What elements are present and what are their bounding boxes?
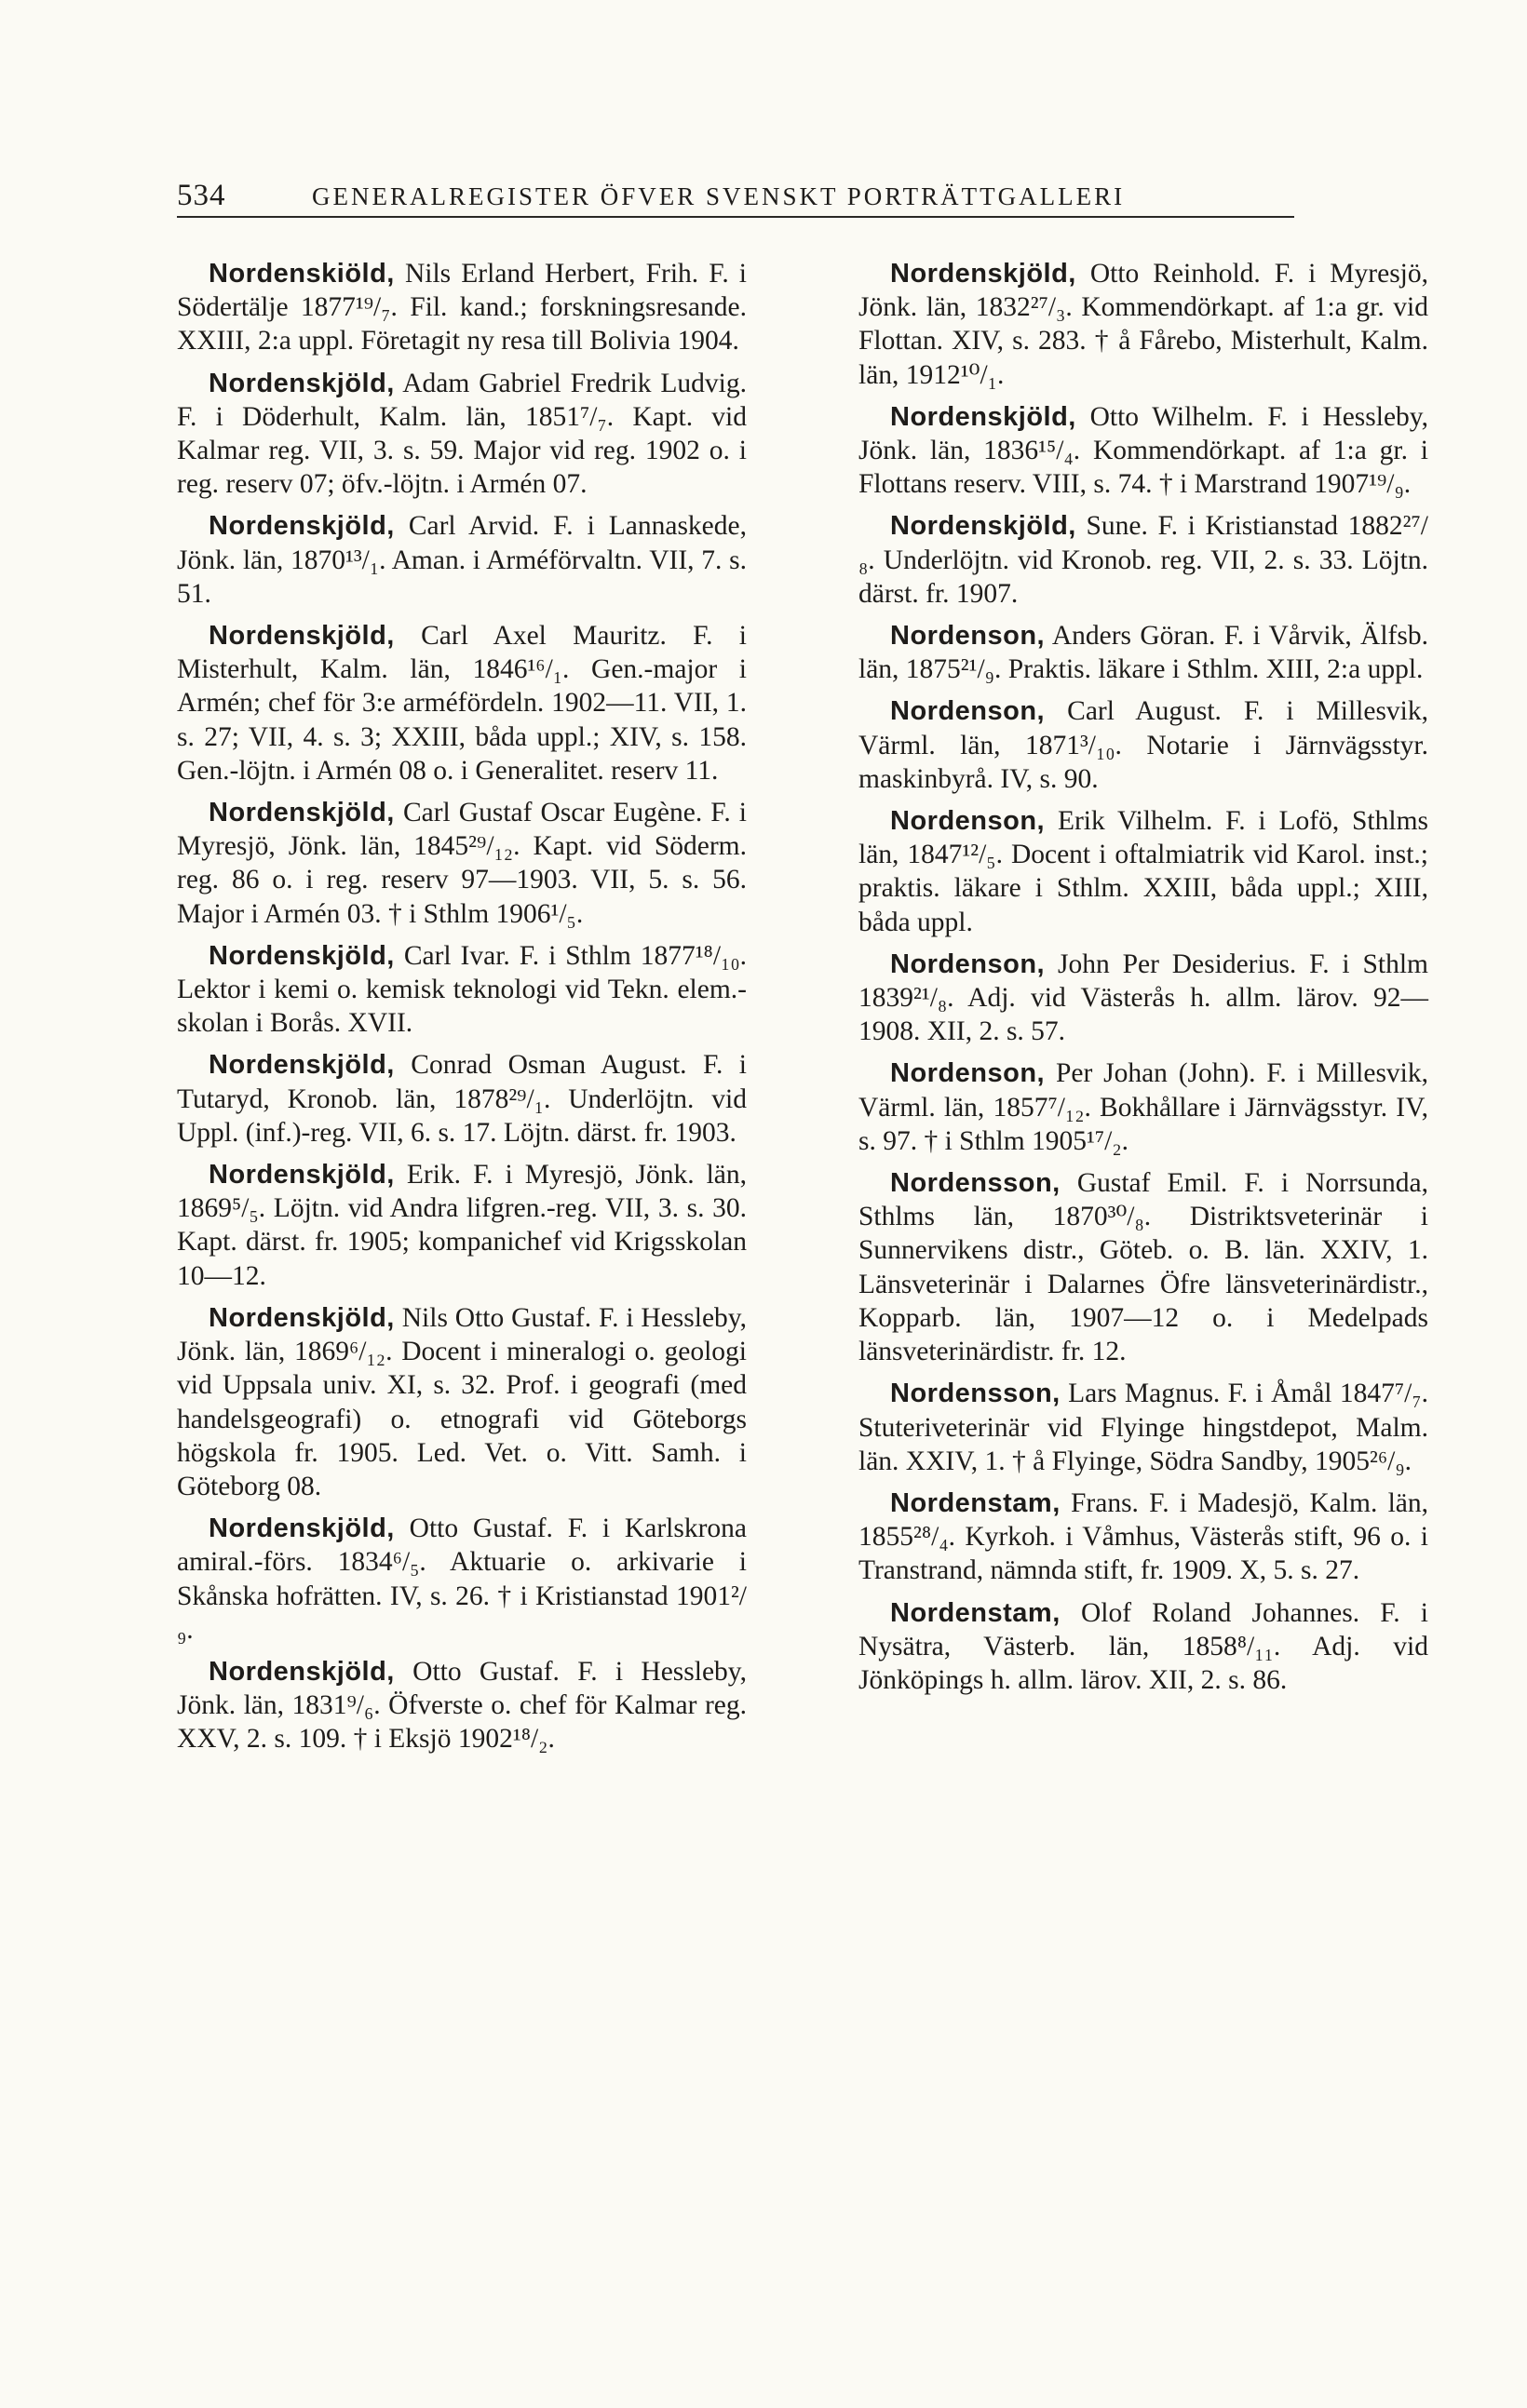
register-entry xyxy=(858,1596,1428,1698)
entry-text: Otto Wilhelm. F. i Hessleby, Jönk. län, 1836¹⁵/₄. Kommendörkapt. af 1:a gr. i Flottans reserv. VIII, s. 74. † i Marstrand 1907¹⁹/₉. xyxy=(858,401,1428,500)
entry-text: Gustaf Emil. F. i Norrsunda, Sthlms län, 1870³⁰/₈. Distriktsveterinär i Sunnervikens distr., Göteb. o. B. län. XXIV, 1. Länsveterinär i Dalarnes Öfre länsveterinärdistr., Kopparb. län, 1907—12 o. i Medelpads länsveterinärdistr. fr. 12. xyxy=(858,1168,1428,1367)
entry-text: Lars Magnus. F. i Åmål 1847⁷/₇. Stuteriveterinär vid Flyinge hingstdepot, Malm. län. XXIV, 1. † å Flyinge, Södra Sandby, 1905²⁶/₉. xyxy=(858,1379,1428,1476)
register-entry xyxy=(858,1166,1428,1368)
entry-text: Erik. F. i Myresjö, Jönk. län, 1869⁵/₅. Löjtn. vid Andra lifgren.-reg. VII, 3. s. 30. Kapt. därst. fr. 1905; kompanichef vid Krigsskolan 10—12. xyxy=(177,1160,748,1291)
entry-text: Sune. F. i Kristianstad 1882²⁷/₈. Underlöjtn. vid Kronob. reg. VII, 2. s. 33. Löjtn. därst. fr. 1907. xyxy=(858,511,1429,609)
entry-surname: Nordensson, xyxy=(890,1168,1061,1199)
entry-text: Carl Gustaf Oscar Eugène. F. i Myresjö, Jönk. län, 1845²⁹/₁₂. Kapt. vid Söderm. reg. 86 o. i reg. reserv 97—1903. VII, 5. s. 56. Major i Armén 03. † i Sthlm 1906¹/₅. xyxy=(177,798,747,929)
register-entry xyxy=(177,1158,747,1293)
entry-text: Conrad Osman August. F. i Tutaryd, Kronob. län, 1878²⁹/₁. Underlöjtn. vid Uppl. (inf.)-reg. VII, 6. s. 17. Löjtn. därst. fr. 1903. xyxy=(177,1050,748,1148)
entry-surname: Nordenskjöld, xyxy=(209,368,395,398)
entry-surname: Nordenskjöld, xyxy=(890,511,1076,542)
entry-surname: Nordenskjöld, xyxy=(209,1302,395,1333)
entry-text: Per Johan (John). F. i Millesvik, Värml. län, 1857⁷/₁₂. Bokhållare i Järnvägsstyr. IV, s. 97. † i Sthlm 1905¹⁷/₂. xyxy=(858,1058,1429,1156)
entry-text: Erik Vilhelm. F. i Lofö, Sthlms län, 1847¹²/₅. Docent i oftalmiatrik vid Karol. inst.; praktis. läkare i Sthlm. XXIII, båda uppl.; XIII, båda uppl. xyxy=(858,806,1428,937)
register-entry xyxy=(858,619,1428,686)
entry-surname: Nordenstam, xyxy=(890,1597,1061,1628)
entry-surname: Nordenson, xyxy=(890,948,1046,979)
page-header xyxy=(177,175,1294,218)
register-entry xyxy=(858,400,1428,502)
entry-text: Otto Reinhold. F. i Myresjö, Jönk. län, 1832²⁷/₃. Kommendörkapt. af 1:a gr. vid Flottan. XIV, s. 283. † å Fårebo, Misterhult, Kalm. län, 1912¹⁰/₁. xyxy=(858,259,1428,390)
entry-text: Carl Ivar. F. i Sthlm 1877¹⁸/₁₀. Lektor i kemi o. kemisk teknologi vid Tekn. elem.-skolan i Borås. XVII. xyxy=(177,940,747,1039)
entry-text: Carl August. F. i Millesvik, Värml. län, 1871³/₁₀. Notarie i Järnvägsstyr. maskinbyrå. IV, s. 90. xyxy=(858,696,1428,794)
entry-surname: Nordenskjöld, xyxy=(209,1160,395,1191)
entry-text: Anders Göran. F. i Vårvik, Älfsb. län, 1875²¹/₉. Praktis. läkare i Sthlm. XIII, 2:a uppl. xyxy=(858,621,1428,685)
entry-surname: Nordenskjöld, xyxy=(209,1050,395,1081)
entry-text: Olof Roland Johannes. F. i Nysätra, Västerb. län, 1858⁸/₁₁. Adj. vid Jönköpings h. allm. lärov. XII, 2. s. 86. xyxy=(858,1597,1429,1695)
entry-text: Nils Otto Gustaf. F. i Hessleby, Jönk. län, 1869⁶/₁₂. Docent i mineralogi o. geologi vid Uppsala univ. XI, s. 32. Prof. i geografi (med handelsgeografi) o. etnografi vid Göteborgs högskola fr. 1905. Led. Vet. o. Vitt. Samh. i Göteborg 08. xyxy=(177,1302,748,1501)
register-entry xyxy=(177,1655,747,1756)
entry-text: Carl Arvid. F. i Lannaskede, Jönk. län, 1870¹³/₁. Aman. i Arméförvaltn. VII, 7. s. 51. xyxy=(177,511,747,609)
register-entry xyxy=(858,1487,1428,1588)
entry-surname: Nordenson, xyxy=(890,621,1046,652)
left-column xyxy=(177,257,747,1765)
entry-text: Otto Gustaf. F. i Karlskrona amiral.-förs. 1834⁶/₅. Aktuarie o. arkivarie i Skånska hofrätten. IV, s. 26. † i Kristianstad 1901²/₉. xyxy=(177,1513,747,1645)
entry-text: Carl Axel Mauritz. F. i Misterhult, Kalm. län, 1846¹⁶/₁. Gen.-major i Armén; chef för 3:e arméfördeln. 1902—11. VII, 1. s. 27; VII, 4. s. 3; XXIII, båda uppl.; XIV, s. 158. Gen.-löjtn. i Armén 08 o. i Generalitet. reserv 11. xyxy=(177,621,747,786)
entry-surname: Nordenskjöld, xyxy=(209,1656,395,1687)
entry-surname: Nordenskjöld, xyxy=(209,940,395,971)
entry-surname: Nordenskjöld, xyxy=(209,1513,395,1544)
entry-surname: Nordenskjöld, xyxy=(209,511,395,542)
register-entry xyxy=(177,1301,747,1503)
register-entry xyxy=(177,939,747,1041)
register-entry xyxy=(858,694,1428,796)
register-entry xyxy=(177,796,747,931)
entry-surname: Nordensson, xyxy=(890,1379,1061,1409)
register-entry xyxy=(858,948,1428,1049)
entry-surname: Nordenskjöld, xyxy=(209,621,395,652)
entry-text: Adam Gabriel Fredrik Ludvig. F. i Döderhult, Kalm. län, 1851⁷/₇. Kapt. vid Kalmar reg. VII, 3. s. 59. Major vid reg. 1902 o. i reg. reserv 07; öfv.-löjtn. i Armén 07. xyxy=(177,368,747,500)
register-entry xyxy=(177,1048,747,1150)
entry-text: Otto Gustaf. F. i Hessleby, Jönk. län, 1831⁹/₆. Öfverste o. chef för Kalmar reg. XXV, 2. s. 109. † i Eksjö 1902¹⁸/₂. xyxy=(177,1656,747,1755)
register-entry xyxy=(858,1056,1428,1158)
right-column xyxy=(858,257,1428,1705)
register-entry xyxy=(858,257,1428,392)
register-entry xyxy=(177,367,747,502)
register-entry xyxy=(858,804,1428,939)
register-entry xyxy=(858,1377,1428,1478)
register-entry xyxy=(177,509,747,611)
entry-surname: Nordenson, xyxy=(890,1058,1046,1089)
register-entry xyxy=(177,1512,747,1647)
entry-text: Frans. F. i Madesjö, Kalm. län, 1855²⁸/₄. Kyrkoh. i Våmhus, Västerås stift, 96 o. i Transtrand, nämnda stift, fr. 1909. X, 5. s. 27. xyxy=(858,1487,1429,1586)
register-entry xyxy=(177,619,747,787)
register-entry xyxy=(858,509,1428,611)
entry-surname: Nordenstam, xyxy=(890,1487,1061,1518)
entry-text: John Per Desiderius. F. i Sthlm 1839²¹/₈. Adj. vid Västerås h. allm. lärov. 92—1908. XII, 2. s. 57. xyxy=(858,948,1428,1047)
running-title: GENERALREGISTER ÖFVER SVENSKT PORTRÄTTGALLERI xyxy=(312,182,1126,210)
entry-surname: Nordenskjöld, xyxy=(890,401,1076,432)
page-number: 534 xyxy=(177,179,226,212)
entry-surname: Nordenskjöld, xyxy=(890,259,1076,289)
register-entry xyxy=(177,257,747,358)
entry-text: Nils Erland Herbert, Frih. F. i Södertälje 1877¹⁹/₇. Fil. kand.; forskningsresande. XXIII, 2:a uppl. Företagit ny resa till Bolivia 1904. xyxy=(177,259,748,356)
entry-surname: Nordenskjöld, xyxy=(209,798,395,828)
entry-surname: Nordenson, xyxy=(890,806,1046,837)
entry-surname: Nordenson, xyxy=(890,696,1046,727)
entry-surname: Nordenskiöld, xyxy=(209,259,395,289)
